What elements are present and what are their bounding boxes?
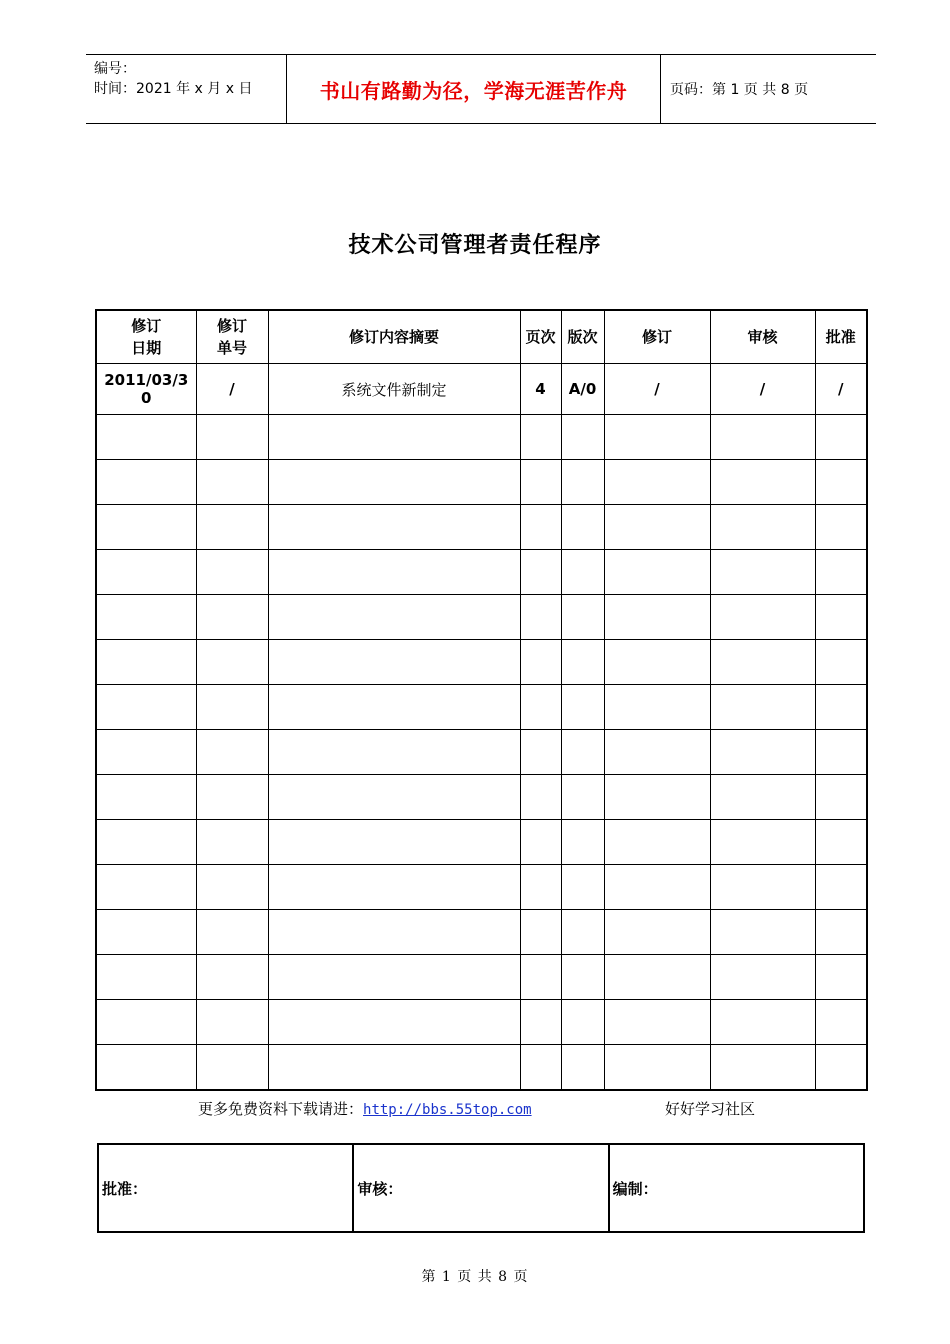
empty-cell (604, 595, 710, 640)
empty-cell (604, 415, 710, 460)
empty-cell (268, 550, 520, 595)
empty-cell (96, 415, 196, 460)
table-row (96, 820, 867, 865)
empty-cell (196, 640, 268, 685)
empty-cell (561, 910, 604, 955)
empty-cell (520, 730, 561, 775)
table-row (96, 364, 867, 415)
empty-cell (710, 505, 815, 550)
empty-cell (520, 595, 561, 640)
empty-cell (520, 775, 561, 820)
empty-cell (604, 820, 710, 865)
empty-cell (604, 1000, 710, 1045)
table-row (96, 955, 867, 1000)
empty-cell (268, 640, 520, 685)
cell-pages: 4 (520, 364, 561, 415)
revision-table (95, 309, 868, 1091)
empty-cell (196, 550, 268, 595)
empty-cell (604, 460, 710, 505)
empty-cell (268, 730, 520, 775)
empty-cell (815, 595, 867, 640)
empty-cell (604, 955, 710, 1000)
empty-cell (520, 955, 561, 1000)
empty-cell (196, 1045, 268, 1091)
footer-note-right: 好好学习社区 (665, 1100, 756, 1118)
empty-cell (561, 460, 604, 505)
empty-cell (815, 415, 867, 460)
empty-cell (561, 1000, 604, 1045)
empty-cell (520, 460, 561, 505)
empty-cell (604, 1045, 710, 1091)
empty-cell (710, 595, 815, 640)
empty-cell (604, 775, 710, 820)
empty-cell (196, 505, 268, 550)
table-row (96, 550, 867, 595)
empty-cell (815, 730, 867, 775)
empty-cell (520, 910, 561, 955)
empty-cell (520, 820, 561, 865)
empty-cell (710, 640, 815, 685)
empty-cell (710, 550, 815, 595)
table-row (96, 595, 867, 640)
empty-cell (268, 505, 520, 550)
table-row (96, 460, 867, 505)
table-row (96, 730, 867, 775)
empty-cell (710, 865, 815, 910)
empty-cell (196, 1000, 268, 1045)
empty-cell (268, 595, 520, 640)
empty-cell (196, 730, 268, 775)
empty-cell (815, 865, 867, 910)
empty-cell (815, 1000, 867, 1045)
footer-note-prefix: 更多免费资料下载请进：http://bbs.55top.com (198, 1100, 532, 1118)
empty-cell (268, 460, 520, 505)
header-slogan: 书山有路勤为径，学海无涯苦作舟 (286, 55, 661, 123)
empty-cell (815, 550, 867, 595)
cell-date: 2011/03/3 0 (96, 364, 196, 415)
empty-cell (96, 1045, 196, 1091)
header-page-info: 页码：第 1 页 共 8 页 (670, 82, 809, 98)
cell-revised: / (604, 364, 710, 415)
empty-cell (520, 415, 561, 460)
cell-order-no: / (196, 364, 268, 415)
download-link[interactable]: http://bbs.55top.com (363, 1102, 532, 1118)
empty-cell (96, 685, 196, 730)
col-pages-header: 页次 (520, 310, 561, 364)
empty-cell (561, 505, 604, 550)
review-cell: 审核： (353, 1144, 608, 1232)
time-label: 时间：2021 年 x 月 x 日 (94, 81, 253, 97)
empty-cell (520, 505, 561, 550)
empty-cell (604, 685, 710, 730)
col-date-header: 修订 日期 (96, 310, 196, 364)
empty-cell (196, 775, 268, 820)
table-row (96, 505, 867, 550)
empty-cell (268, 865, 520, 910)
empty-cell (815, 1045, 867, 1091)
table-row (96, 865, 867, 910)
empty-cell (196, 595, 268, 640)
table-row (96, 640, 867, 685)
empty-cell (520, 685, 561, 730)
col-reviewed-header: 审核 (710, 310, 815, 364)
empty-cell (561, 550, 604, 595)
empty-cell (268, 820, 520, 865)
empty-cell (96, 595, 196, 640)
empty-cell (268, 1045, 520, 1091)
signature-table (97, 1143, 865, 1233)
empty-cell (710, 415, 815, 460)
empty-cell (96, 955, 196, 1000)
empty-cell (268, 910, 520, 955)
col-order-header: 修订 单号 (196, 310, 268, 364)
empty-cell (604, 730, 710, 775)
table-row (96, 685, 867, 730)
empty-cell (710, 1000, 815, 1045)
empty-cell (196, 865, 268, 910)
cell-reviewed: / (710, 364, 815, 415)
empty-cell (561, 730, 604, 775)
col-approved-header: 批准 (815, 310, 867, 364)
empty-cell (815, 505, 867, 550)
empty-cell (196, 820, 268, 865)
table-row (96, 1000, 867, 1045)
empty-cell (815, 640, 867, 685)
empty-cell (561, 595, 604, 640)
empty-cell (196, 910, 268, 955)
page-number: 第 1 页 共 8 页 (421, 1269, 529, 1285)
empty-cell (196, 955, 268, 1000)
empty-cell (815, 460, 867, 505)
empty-cell (561, 820, 604, 865)
empty-cell (710, 775, 815, 820)
col-revised-header: 修订 (604, 310, 710, 364)
empty-cell (96, 775, 196, 820)
empty-cell (815, 955, 867, 1000)
empty-cell (268, 1000, 520, 1045)
empty-cell (604, 550, 710, 595)
empty-cell (96, 505, 196, 550)
col-version-header: 版次 (561, 310, 604, 364)
empty-cell (96, 640, 196, 685)
empty-cell (268, 955, 520, 1000)
col-summary-header: 修订内容摘要 (268, 310, 520, 364)
empty-cell (710, 1045, 815, 1091)
cell-summary: 系统文件新制定 (268, 364, 520, 415)
empty-cell (96, 550, 196, 595)
empty-cell (604, 910, 710, 955)
table-row (96, 910, 867, 955)
empty-cell (268, 685, 520, 730)
empty-cell (710, 685, 815, 730)
empty-cell (710, 955, 815, 1000)
empty-cell (815, 775, 867, 820)
empty-cell (268, 415, 520, 460)
empty-cell (196, 460, 268, 505)
empty-cell (268, 775, 520, 820)
page-header (86, 54, 876, 124)
empty-cell (520, 640, 561, 685)
empty-cell (815, 820, 867, 865)
empty-cell (96, 820, 196, 865)
empty-cell (710, 730, 815, 775)
empty-cell (96, 730, 196, 775)
empty-cell (520, 865, 561, 910)
empty-cell (710, 910, 815, 955)
table-row (96, 415, 867, 460)
empty-cell (561, 955, 604, 1000)
empty-cell (520, 550, 561, 595)
revision-header-row (96, 310, 867, 364)
empty-cell (561, 415, 604, 460)
empty-cell (96, 460, 196, 505)
approve-cell: 批准： (98, 1144, 353, 1232)
empty-cell (520, 1045, 561, 1091)
table-row (96, 1045, 867, 1091)
header-meta (94, 59, 284, 99)
empty-cell (561, 685, 604, 730)
empty-cell (96, 865, 196, 910)
empty-cell (815, 685, 867, 730)
empty-cell (815, 910, 867, 955)
cell-approved: / (815, 364, 867, 415)
empty-cell (561, 640, 604, 685)
number-label: 编号： (94, 61, 136, 77)
empty-cell (196, 685, 268, 730)
empty-cell (96, 910, 196, 955)
empty-cell (196, 415, 268, 460)
empty-cell (561, 1045, 604, 1091)
empty-cell (604, 865, 710, 910)
cell-version: A/0 (561, 364, 604, 415)
empty-cell (520, 1000, 561, 1045)
empty-cell (710, 460, 815, 505)
table-row (96, 775, 867, 820)
empty-cell (710, 820, 815, 865)
document-title: 技术公司管理者责任程序 (348, 233, 602, 258)
empty-cell (604, 640, 710, 685)
compile-cell: 编制： (609, 1144, 864, 1232)
empty-cell (604, 505, 710, 550)
empty-cell (561, 865, 604, 910)
empty-cell (561, 775, 604, 820)
empty-cell (96, 1000, 196, 1045)
